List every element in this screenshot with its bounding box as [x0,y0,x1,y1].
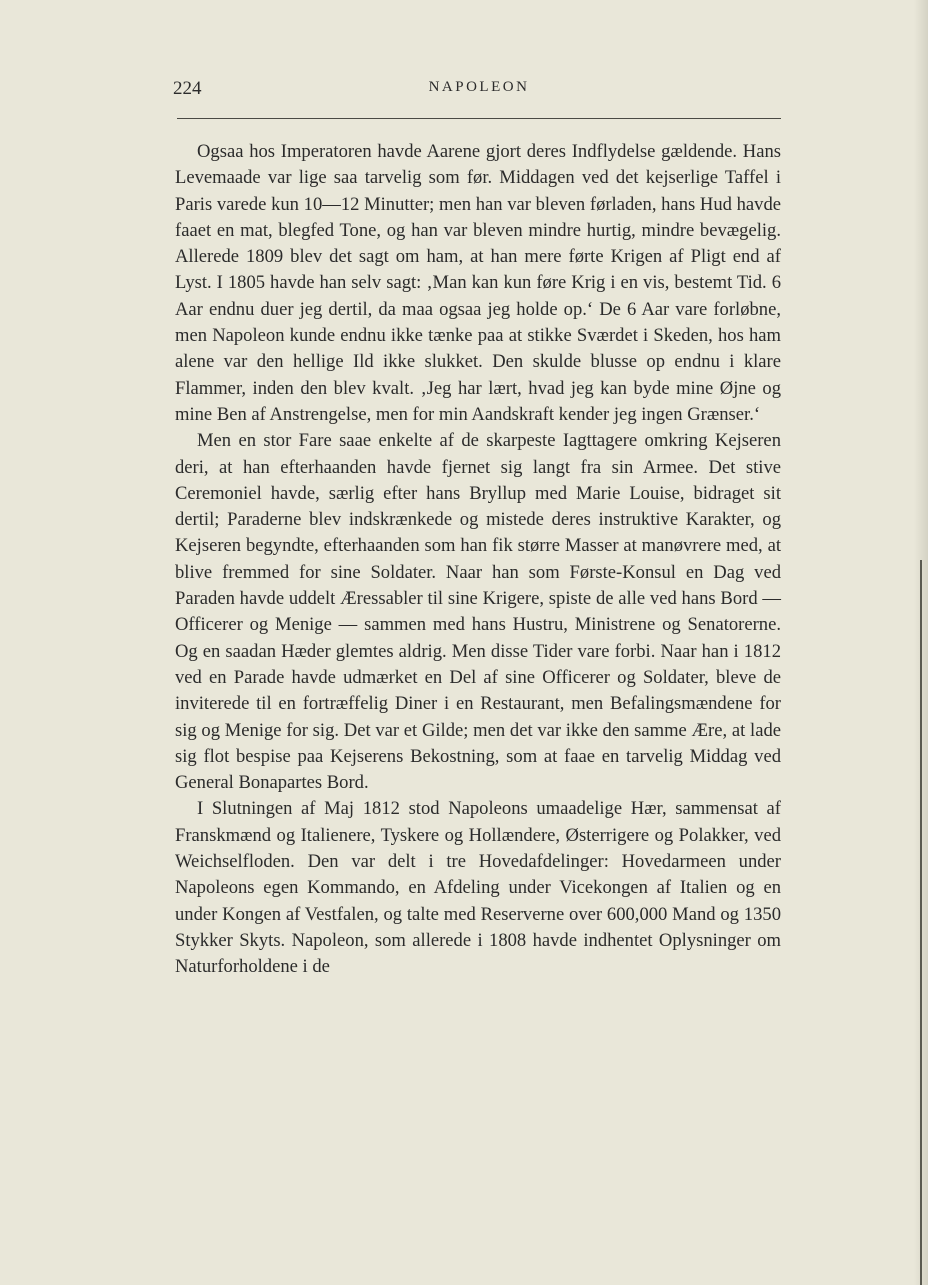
running-title: NAPOLEON [428,79,530,95]
page-number: 224 [173,78,202,99]
paragraph: Ogsaa hos Imperatoren havde Aarene gjort deres Indflydelse gældende. Hans Levemaade var lige saa tarvelig som før. Middagen ved det kejserlige Taffel i Paris varede kun 10—12 Minutter; men han var bleven førladen, hans Hud havde faaet en mat, blegfed Tone, og han var bleven mindre hurtig, mindre bevægelig. Allerede 1809 blev det sagt om ham, at han mere førte Krigen af Pligt end af Lyst. I 1805 havde han selv sagt: ‚Man kan kun føre Krig i en vis, bestemt Tid. 6 Aar endnu duer jeg dertil, da maa ogsaa jeg holde op.‘ De 6 Aar vare forløbne, men Napoleon kunde endnu ikke tænke paa at stikke Sværdet i Skeden, hos ham alene var den hellige Ild ikke slukket. Den skulde blusse op endnu i klare Flammer, inden den blev kvalt. ‚Jeg har lært, hvad jeg kan byde mine Øjne og mine Ben af Anstrengelse, men for min Aandskraft kender jeg ingen Grænser.‘ [175,141,781,425]
header-rule [177,118,781,119]
page-header [173,78,781,104]
paragraph: Men en stor Fare saae enkelte af de skarpeste Iagttagere omkring Kejseren deri, at han efterhaanden havde fjernet sig langt fra sin Armee. Det stive Ceremoniel havde, særlig efter hans Bryllup med Marie Louise, bidraget sit dertil; Paraderne blev indskrænkede og mistede deres instruktive Karakter, og Kejseren begyndte, efterhaanden som han fik større Masser at manøvrere med, at blive fremmed for sine Soldater. Naar han som Første-Konsul en Dag ved Paraden havde uddelt Æressabler til sine Krigere, spiste de alle ved hans Bord — Officerer og Menige — sammen med hans Hustru, Ministrene og Senatorerne. Og en saadan Hæder glemtes aldrig. Men disse Tider vare forbi. Naar han i 1812 ved en Parade havde udmærket en Del af sine Officerer og Soldater, bleve de inviterede til en fortræffelig Diner i en Restaurant, men Befalingsmændene for sig og Menige for sig. Det var et Gilde; men det var ikke den samme Ære, at lade sig flot bespise paa Kejserens Bekostning, som at faae en tarvelig Middag ved General Bonapartes Bord. [175,430,781,794]
body-text [175,139,781,981]
page-edge-line [920,560,922,1285]
paragraph: I Slutningen af Maj 1812 stod Napoleons umaadelige Hær, sammensat af Franskmænd og Italienere, Tyskere og Hollændere, Østerrigere og Polakker, ved Weichselfloden. Den var delt i tre Hovedafdelinger: Hovedarmeen under Napoleons egen Kommando, en Afdeling under Vicekongen af Italien og en under Kongen af Vestfalen, og talte med Reserverne over 600,000 Mand og 1350 Stykker Skyts. Napoleon, som allerede i 1808 havde indhentet Oplysninger om Naturforholdene i de [175,798,781,978]
